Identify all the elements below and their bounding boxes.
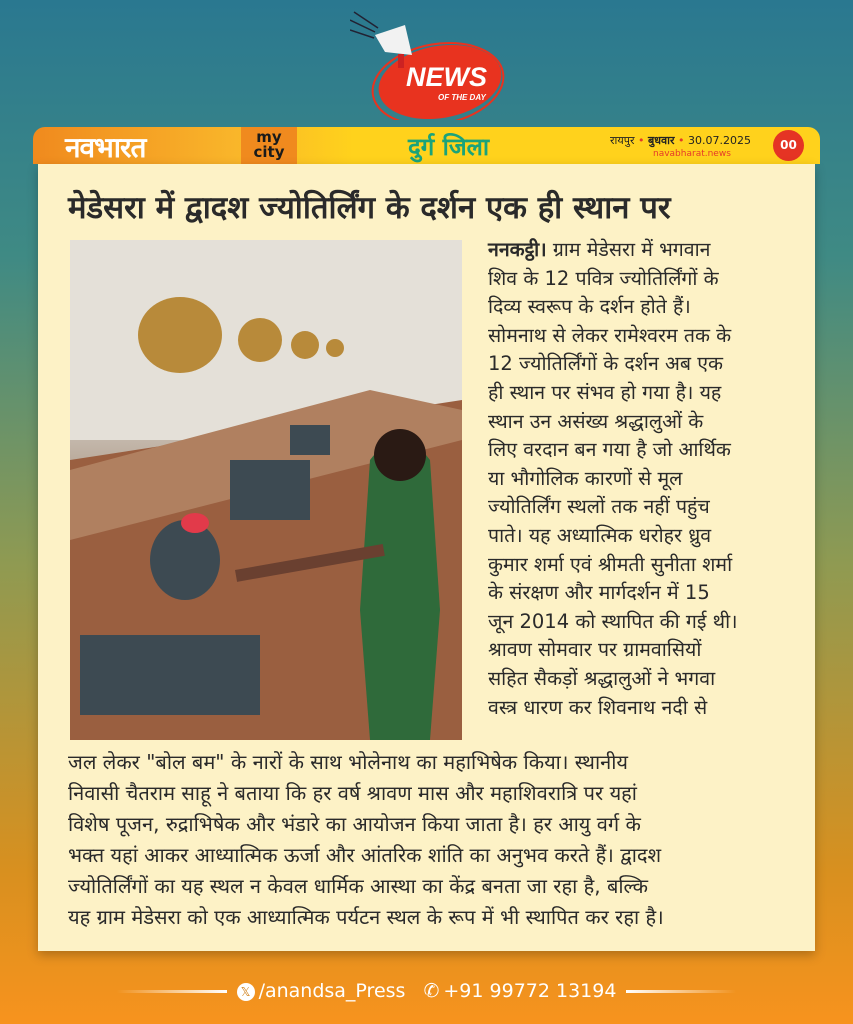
article-continuation xyxy=(68,747,803,933)
article-line: श्रावण सोमवार पर ग्रामवासियों xyxy=(488,638,702,662)
edition-meta: रायपुर • बुधवार • 30.07.2025 xyxy=(610,134,751,147)
headline: मेडेसरा में द्वादश ज्योतिर्लिंग के दर्शन एक ही स्थान पर xyxy=(68,190,671,226)
divider xyxy=(626,990,736,993)
brand-logo: नवभारत xyxy=(65,131,146,164)
article-line: दिव्य स्वरूप के दर्शन होते हैं। xyxy=(488,295,691,319)
article-line: पाते। यह अध्यात्मिक धरोहर ध्रुव xyxy=(488,523,712,547)
article-line: ज्योतिर्लिंग स्थलों तक नहीं पहुंच xyxy=(488,495,710,519)
x-handle-link[interactable]: /anandsa_Press xyxy=(258,980,406,1002)
article-photo xyxy=(70,240,462,740)
article-line: या भौगोलिक कारणों से मूल xyxy=(488,466,683,490)
article-line: विशेष पूजन, रुद्राभिषेक और भंडारे का आयोजन किया जाता है। हर आयु वर्ग के xyxy=(68,812,641,836)
divider xyxy=(117,990,227,993)
footer-contact xyxy=(0,975,853,1007)
article-line: लिए वरदान बन गया है जो आर्थिक xyxy=(488,438,731,462)
my-city-bottom: city xyxy=(253,143,285,161)
phone-icon: ✆ xyxy=(423,980,440,1002)
news-clipping xyxy=(38,164,815,951)
article-line: ही स्थान पर संभव हो गया है। यह xyxy=(488,380,722,404)
article-line: जल लेकर "बोल बम" के नारों के साथ भोलेनाथ का महाभिषेक किया। स्थानीय xyxy=(68,750,629,774)
badge-title: NEWS xyxy=(406,62,487,92)
article-line: निवासी चैतराम साहू ने बताया कि हर वर्ष श्रावण मास और महाशिवरात्रि पर यहां xyxy=(68,781,637,805)
article-line: सोमनाथ से लेकर रामेश्वरम तक के xyxy=(488,323,732,347)
edition-date: 30.07.2025 xyxy=(688,134,751,147)
edition-city: रायपुर xyxy=(610,134,635,147)
edition-day: बुधवार xyxy=(647,134,675,147)
article-line: सहित सैकड़ों श्रद्धालुओं ने भगवा xyxy=(488,666,716,690)
article-line: यह ग्राम मेडेसरा को एक आध्यात्मिक पर्यटन स्थल के रूप में भी स्थापित कर रहा है। xyxy=(68,905,664,929)
article-line: शिव के 12 पवित्र ज्योतिर्लिंगों के xyxy=(488,266,719,290)
article-line-text: ग्राम मेडेसरा में भगवान xyxy=(552,238,711,261)
news-of-the-day-badge xyxy=(350,10,510,120)
badge-subtitle: OF THE DAY xyxy=(438,93,486,102)
my-city-top: my xyxy=(256,128,282,146)
article-line: के संरक्षण और मार्गदर्शन में 15 xyxy=(488,581,710,605)
article-line: स्थान उन असंख्य श्रद्धालुओं के xyxy=(488,409,704,433)
article-line: जून 2014 को स्थापित की गई थी। xyxy=(488,609,738,633)
newspaper-header xyxy=(33,127,820,164)
article-column xyxy=(488,236,800,722)
phone-number[interactable]: +91 99772 13194 xyxy=(443,980,617,1002)
my-city-logo xyxy=(241,127,297,164)
website: navabharat.news xyxy=(653,149,731,159)
x-logo-icon: 𝕏 xyxy=(237,983,255,1001)
section-title: दुर्ग जिला xyxy=(408,133,490,161)
dateline: ननकट्ठी। xyxy=(488,238,547,261)
article-line: भक्त यहां आकर आध्यात्मिक ऊर्जा और आंतरिक शांति का अनुभव करते हैं। द्वादश xyxy=(68,843,662,867)
page-number: 00 xyxy=(773,130,804,161)
article-line: कुमार शर्मा एवं श्रीमती सुनीता शर्मा xyxy=(488,552,733,576)
article-line: 12 ज्योतिर्लिंगों के दर्शन अब एक xyxy=(488,352,723,376)
article-line: वस्त्र धारण कर शिवनाथ नदी से xyxy=(488,695,708,719)
article-line: ज्योतिर्लिंगों का यह स्थल न केवल धार्मिक आस्था का केंद्र बनता जा रहा है, बल्कि xyxy=(68,874,648,898)
article-line xyxy=(488,236,800,265)
